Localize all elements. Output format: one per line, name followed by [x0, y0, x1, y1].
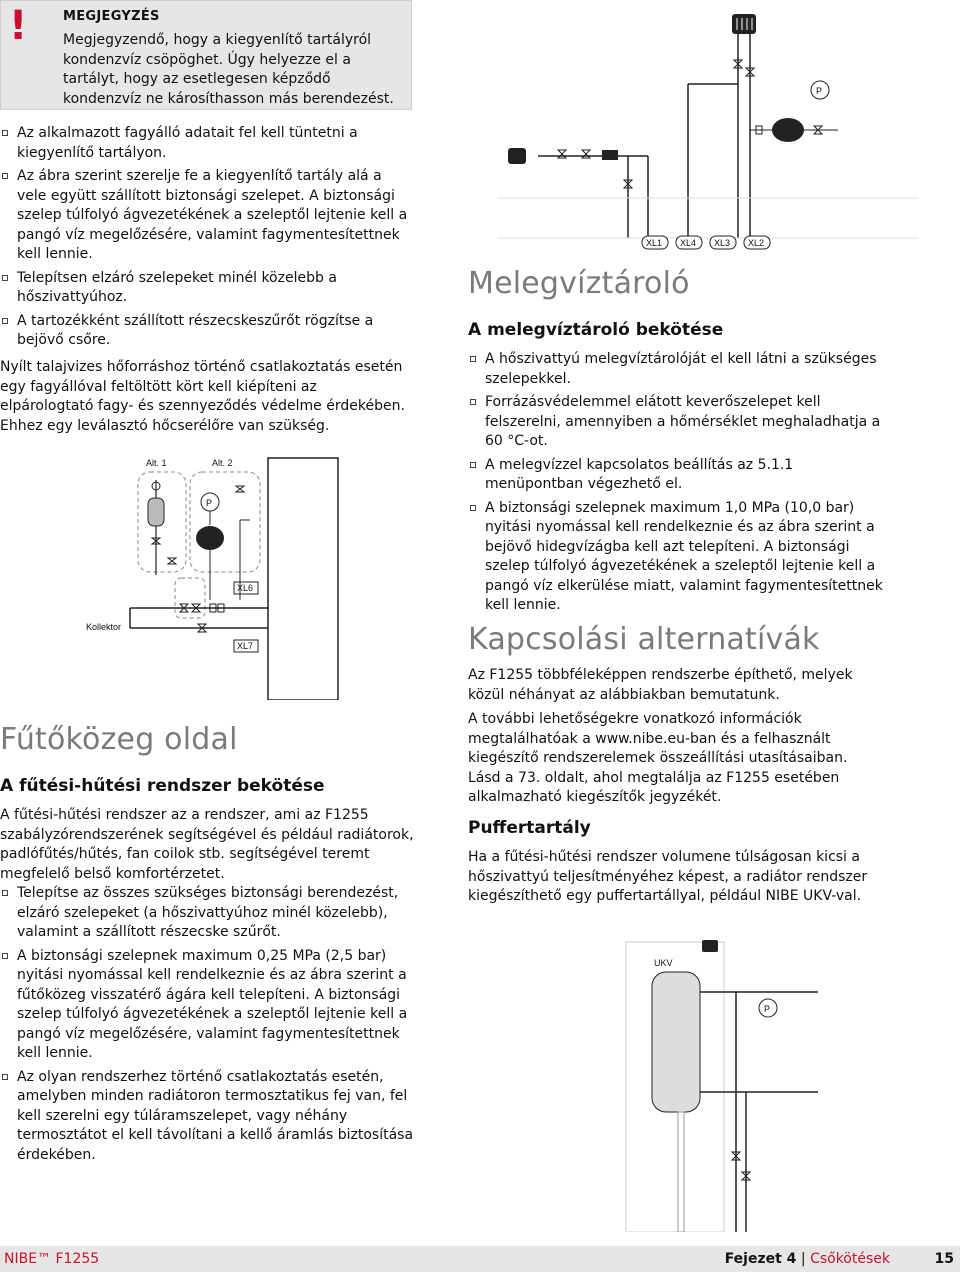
footer-product: NIBE™ F1255	[4, 1251, 100, 1267]
kollektor-label: Kollektor	[86, 622, 122, 632]
buffer-tank	[652, 972, 700, 1112]
alt2-box	[190, 472, 260, 572]
sub-title: A melegvíztároló bekötése	[468, 320, 724, 340]
paragraph: Nyílt talajvizes hőforráshoz történő csatlakoztatás esetén egy fagyállóval feltöltött kört kell kiépíteni az elpárologtató fagy- és szennyeződés védelme érdekében. Ehhez egy leválasztó hőcserélőre van szükség.	[0, 359, 405, 434]
sub-title: A fűtési-hűtési rendszer bekötése	[0, 776, 325, 796]
bullet-list-1	[0, 124, 410, 355]
note-title: MEGJEGYZÉS	[63, 9, 160, 24]
paragraph: A fűtési-hűtési rendszer az a rendszer, ami az F1255 szabályzórendszerének segítségével és például radiátorok, padlófűtés/hűtés, fan coilok stb. segítségével teremt megfelelő belső komfortérzetet.	[0, 807, 414, 882]
pressure-vessel	[196, 526, 224, 550]
buffer-tank-diagram	[618, 932, 878, 1232]
paragraph: Az F1255 többféleképpen rendszerbe építhető, melyek közül néhányat az alábbiakban bemutatunk.	[468, 667, 853, 703]
svg-text:P: P	[816, 86, 823, 96]
footer-chapter: Fejezet 4 | Csőkötések 15	[724, 1251, 954, 1267]
xl4-label: XL4	[680, 238, 697, 248]
section-title: Fűtőközeg oldal	[0, 722, 238, 757]
sub-title: Puffertartály	[468, 818, 591, 838]
list-item: Az ábra szerint szerelje fe a kiegyenlítő tartály alá a vele együtt szállított biztonsági szelepet. A biztonsági szelep túlfolyó ágvezetékének a szeleptől lejtenie kell a pangó víz megelőzésére, valamint fagymentesítettnek kell lennie.	[0, 167, 410, 265]
xl6-label: XL6	[237, 583, 254, 593]
hot-water-diagram	[498, 8, 918, 253]
ukv-label: UKV	[654, 958, 673, 968]
expansion-vessel	[772, 118, 804, 142]
list-item: A melegvízzel kapcsolatos beállítás az 5.1.1 menüpontban végezhető el.	[468, 456, 884, 495]
section-title: Melegvíztároló	[468, 266, 690, 301]
bullet-icon	[2, 173, 8, 179]
bullet-icon	[2, 275, 8, 281]
bullet-icon	[470, 505, 476, 511]
page-footer	[0, 1246, 960, 1272]
bullet-list	[468, 350, 884, 620]
list-item: Az olyan rendszerhez történő csatlakoztatás esetén, amelyben minden radiátoron termosztatikus fej van, fel kell szerelni egy túláramszelepet, vagy néhány termosztátot el kell távolítani a kellő áramlás biztosítása érdekében.	[0, 1068, 414, 1166]
bullet-icon	[2, 890, 8, 896]
paragraph: A további lehetőségekre vonatkozó információk megtalálhatóak a www.nibe.eu-ban és a felhasznált kiegészítő rendszerelemek összeállítási utasításaiban. Lásd a 73. oldalt, ahol megtalálja az F1255 esetében alkalmazható kiegészítők jegyzékét.	[468, 711, 848, 805]
list-item: Telepítsen elzáró szelepeket minél közelebb a hőszivattyúhoz.	[0, 269, 410, 308]
list-item: A tartozékként szállított részecskeszűrőt rögzítse a bejövő csőre.	[0, 312, 410, 351]
bullet-icon	[470, 356, 476, 362]
note-box	[0, 0, 412, 110]
svg-text:P: P	[764, 1004, 771, 1014]
xl3-label: XL3	[714, 238, 731, 248]
heat-pump-outline	[268, 458, 338, 700]
brine-diagram	[80, 450, 340, 700]
alt2-label: Alt. 2	[212, 458, 233, 468]
xl2-label: XL2	[748, 238, 765, 248]
xl7-label: XL7	[237, 641, 254, 651]
svg-text:P: P	[206, 498, 213, 508]
xl1-label: XL1	[646, 238, 663, 248]
list-item: A hőszivattyú melegvíztárolóját el kell látni a szükséges szelepekkel.	[468, 350, 884, 389]
page-number: 15	[934, 1251, 954, 1267]
warning-icon: !	[9, 3, 28, 49]
paragraph: Ha a fűtési-hűtési rendszer volumene túlságosan kicsi a hőszivattyú teljesítményéhez képest, a radiátor rendszer kiegészíthető egy puffertartállyal, például NIBE UKV-val.	[468, 849, 868, 904]
bullet-list-2	[0, 884, 414, 1169]
bullet-icon	[2, 130, 8, 136]
list-item: Az alkalmazott fagyálló adatait fel kell tüntetni a kiegyenlítő tartályon.	[0, 124, 410, 163]
list-item: A biztonsági szelepnek maximum 1,0 MPa (10,0 bar) nyitási nyomással kell rendelkeznie és az ábra szerint a bejövő hidegvízágba kell azt telepíteni. A biztonsági szelep túlfolyó ágvezetékének a szeleptől lejtenie kell a pangó víz elkerülése miatt, valamint fagymentesítettnek kell lennie.	[468, 499, 884, 616]
list-item: Forrázásvédelemmel elátott keverőszelepet kell felszerelni, amennyiben a hőmérséklet meghaladhatja a 60 °C-ot.	[468, 393, 884, 452]
list-item: Telepítse az összes szükséges biztonsági berendezést, elzáró szelepeket (a hőszivattyúhoz minél közelebb), valamint a szállított részecske szűrőt.	[0, 884, 414, 943]
note-text: Megjegyzendő, hogy a kiegyenlítő tartályról kondenzvíz csöpöghet. Úgy helyezze el a tartályt, hogy az esetlegesen képződő kondenzvíz ne károsíthasson más berendezést.	[63, 32, 394, 107]
section-title: Kapcsolási alternatívák	[468, 622, 820, 657]
bullet-icon	[470, 399, 476, 405]
bullet-icon	[2, 318, 8, 324]
bullet-icon	[2, 953, 8, 959]
radiator-icon	[702, 940, 718, 952]
list-item: A biztonsági szelepnek maximum 0,25 MPa (2,5 bar) nyitási nyomással kell rendelkeznie és az ábra szerint a fűtőközeg visszatérő ágára kell telepíteni. A biztonsági szelep túlfolyó ágvezetékének a szeleptől lejtenie kell a pangó víz megelőzésére, valamint fagymentesítettnek kell lennie.	[0, 947, 414, 1064]
bullet-icon	[2, 1074, 8, 1080]
bullet-icon	[470, 462, 476, 468]
expansion-vessel	[148, 498, 164, 526]
tap-icon	[508, 148, 526, 164]
alt1-label: Alt. 1	[146, 458, 167, 468]
